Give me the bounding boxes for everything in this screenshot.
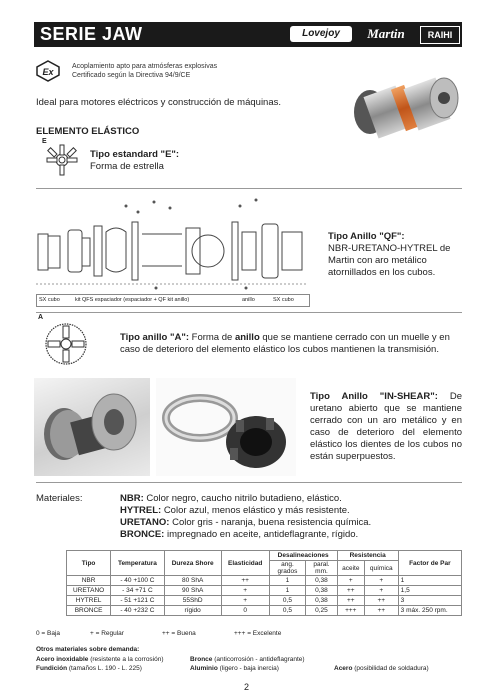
tipo-a-title: Tipo anillo "A": [120,332,189,343]
tipo-qf-desc: NBR-URETANO-HYTREL de Martin con aro metálico atornillados en los cubos. [328,243,451,278]
atex-icon-label: Ex [42,67,54,77]
material-desc: Color gris - naranja, buena resistencia química. [172,517,372,528]
table-header-row [67,551,462,561]
table-cell: ++ [364,596,398,606]
otros-title: Otros materiales sobre demanda: [36,646,140,653]
coupling-photo-left [34,378,150,476]
table-cell: BRONCE [67,606,111,616]
table-cell: URETANO [67,586,111,596]
table-cell: rígido [164,606,221,616]
table-cell: +++ [337,606,364,616]
otros-item: Acero (posibilidad de soldadura) [334,665,429,672]
tipo-shear-title: Tipo Anillo "IN-SHEAR": [310,391,438,402]
qf-part-label: anillo [242,297,255,303]
ring-spider-icon [44,322,88,366]
table-cell: 0,5 [269,606,306,616]
material-desc: Color azul, menos elástico y más resistente. [163,505,350,516]
divider [36,482,462,483]
tipo-qf-title: Tipo Anillo "QF": [328,231,405,242]
table-cell: - 51 +121 C [111,596,164,606]
table-row [67,596,462,606]
materiales-label: Materiales: [36,493,83,504]
table-cell: - 34 +71 C [111,586,164,596]
material-name: HYTREL: [120,505,162,516]
atex-line2: Certificado según la Directiva 94/9/CE [72,72,191,79]
table-cell: ++ [337,596,364,606]
divider [36,312,462,313]
otros-item: Fundición (tamaños L. 190 - L. 225) [36,665,142,672]
materiales-list [120,493,371,541]
tipo-a-desc-post: que se mantiene cerrado con un muelle y en caso de deterioro del elemento elástico los cubos mantienen la transmisión. [120,332,450,355]
intro-text: Ideal para motores eléctricos y construcción de máquinas. [36,97,282,108]
table-cell: NBR [67,576,111,586]
table-cell: 1 [269,586,306,596]
qf-parts-labels [36,294,310,307]
brand-logo-raihi: RAIHI [420,26,460,44]
qf-part-label: SX cubo [39,297,60,303]
table-cell: ++ [337,586,364,596]
col-header: Factor de Par [398,551,461,576]
table-cell: 0,38 [306,596,337,606]
col-header: Dureza Shore [164,551,221,576]
tipo-e-desc: Forma de estrella [90,161,164,172]
spec-table [66,550,462,616]
legend-item: +++ = Excelente [234,630,282,637]
legend-item: 0 = Baja [36,630,61,637]
table-cell: 1 [269,576,306,586]
material-item [120,505,371,517]
atex-line1: Acoplamiento apto para atmósferas explosivas [72,63,218,70]
table-cell: + [364,586,398,596]
table-cell: 80 ShA [164,576,221,586]
tipo-shear-desc: De uretano abierto que se mantiene cerrado con un aro metálico y en caso de deterioro del elemento elástico los dientes de los cubos no están superpuestos. [310,391,463,462]
star-spider-icon [46,144,78,176]
page-number: 2 [244,682,250,692]
col-header: Tipo [67,551,111,576]
table-cell: - 40 +100 C [111,576,164,586]
subheader-cell: aceite [337,561,364,576]
header-bar [34,22,462,47]
col-header: Temperatura [111,551,164,576]
otros-item: Aluminio (ligero - baja inercia) [190,665,279,672]
divider [36,188,462,189]
col-header: Resistencia [337,551,398,561]
col-header: Elasticidad [221,551,269,576]
subheader-cell: ang. grados [269,561,306,576]
brand-logo-lovejoy: Lovejoy [290,26,352,42]
tipo-a-marker: A [38,314,44,321]
table-cell: 0,5 [269,596,306,606]
otros-item: Bronce (anticorrosión - antideflagrante) [190,656,305,663]
material-desc: impregnado en aceite, antideflagrante, rígido. [166,529,359,540]
table-cell: + [221,596,269,606]
table-cell: ++ [221,576,269,586]
table-cell: 3 [398,596,461,606]
table-cell: 0,38 [306,576,337,586]
table-cell: 55ShD [164,596,221,606]
material-name: URETANO: [120,517,170,528]
material-desc: Color negro, caucho nitrilo butadieno, elástico. [146,493,342,504]
material-item [120,493,371,505]
table-row [67,586,462,596]
material-name: NBR: [120,493,144,504]
legend-item: + = Regular [90,630,124,637]
table-cell: 1,5 [398,586,461,596]
qf-exploded-drawing [36,196,308,296]
tipo-e-marker: E [42,138,47,145]
qf-part-label: SX cubo [273,297,294,303]
tipo-shear-text [310,391,462,463]
coupling-photo-right [156,378,296,476]
material-item [120,529,371,541]
tipo-a-text [120,332,462,356]
subheader-cell: paral. mm. [306,561,337,576]
tipo-e-title: Tipo estandard "E": [90,149,180,160]
table-row [67,576,462,586]
legend-item: ++ = Buena [162,630,196,637]
table-cell: + [364,576,398,586]
col-header: Desalineaciones [269,551,337,561]
tipo-a-desc-bold: anillo [234,332,260,343]
table-cell: 0 [221,606,269,616]
table-cell: + [337,576,364,586]
otros-item: Acero inoxidable (resistente a la corrosión) [36,656,164,663]
section-title: ELEMENTO ELÁSTICO [36,126,140,137]
material-item [120,517,371,529]
table-cell: ++ [364,606,398,616]
atex-icon [36,60,60,82]
table-cell: 0,25 [306,606,337,616]
table-cell: 0,38 [306,586,337,596]
table-cell: + [221,586,269,596]
table-row [67,606,462,616]
material-name: BRONCE: [120,529,165,540]
qf-part-label: kit QFS espaciador (espaciador + QF kit anillo) [75,297,190,303]
brand-logo-martin: Martin [367,26,405,41]
coupling-photo [340,72,462,142]
table-cell: HYTREL [67,596,111,606]
table-cell: 3 máx. 250 rpm. [398,606,461,616]
tipo-a-desc-pre: Forma de [191,332,235,343]
table-cell: - 40 +232 C [111,606,164,616]
subheader-cell: química [364,561,398,576]
page-title: SERIE JAW [40,24,143,44]
table-cell: 90 ShA [164,586,221,596]
table-cell: 1 [398,576,461,586]
